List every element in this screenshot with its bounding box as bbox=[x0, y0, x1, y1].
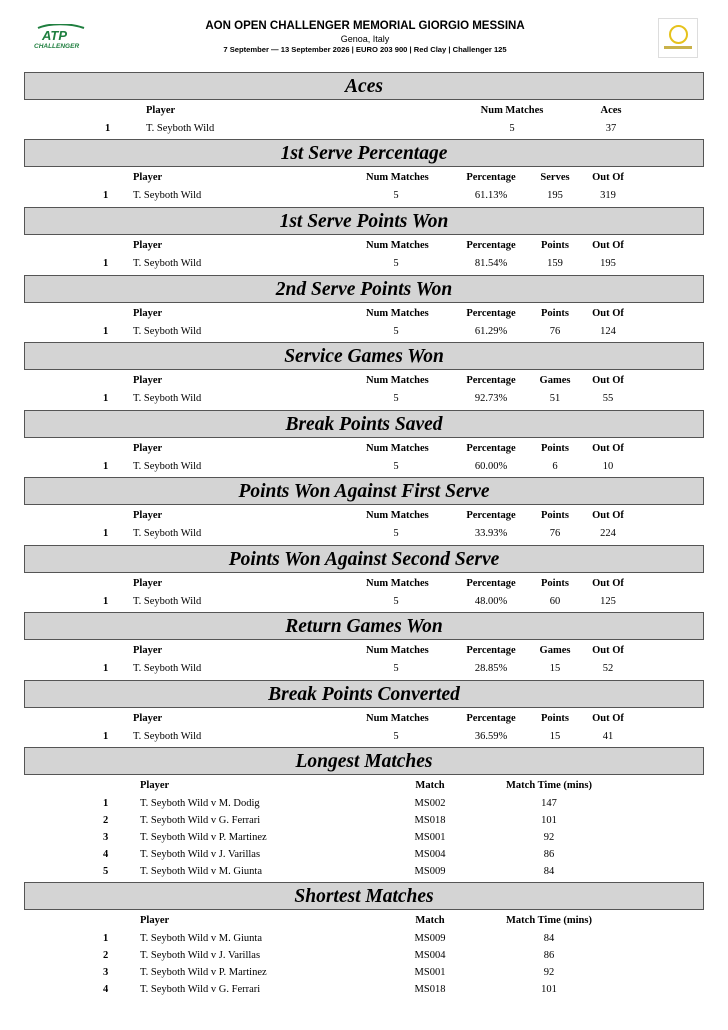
rank-number: 1 bbox=[103, 596, 109, 607]
section-title-bar: Break Points Saved bbox=[24, 410, 704, 438]
stat-value: MS001 bbox=[414, 967, 446, 978]
column-header: Percentage bbox=[466, 578, 516, 589]
column-header: Num Matches bbox=[366, 578, 429, 589]
stat-value: 86 bbox=[543, 849, 555, 860]
stat-value: 81.54% bbox=[474, 258, 508, 269]
player-name: T. Seyboth Wild v G. Ferrari bbox=[140, 984, 261, 995]
stat-value: 37 bbox=[605, 123, 617, 134]
column-header: Match Time (mins) bbox=[506, 915, 592, 926]
player-name: T. Seyboth Wild v M. Dodig bbox=[140, 798, 260, 809]
column-header: Serves bbox=[540, 172, 570, 183]
stat-value: 15 bbox=[549, 731, 561, 742]
column-header: Player bbox=[133, 375, 163, 386]
report-header bbox=[0, 0, 728, 70]
stat-value: 15 bbox=[549, 663, 561, 674]
stat-value: 51 bbox=[549, 393, 561, 404]
stat-value: 224 bbox=[600, 528, 616, 539]
column-header: Points bbox=[540, 443, 569, 454]
stat-value: 147 bbox=[541, 798, 557, 809]
stat-value: 60.00% bbox=[474, 461, 508, 472]
stat-value: 6 bbox=[552, 461, 558, 472]
column-header: Percentage bbox=[466, 240, 516, 251]
column-header: Out Of bbox=[592, 375, 624, 386]
player-name: T. Seyboth Wild bbox=[133, 528, 202, 539]
player-name: T. Seyboth Wild v J. Varillas bbox=[140, 950, 261, 961]
atp-challenger-logo bbox=[30, 24, 90, 50]
player-name: T. Seyboth Wild bbox=[133, 461, 202, 472]
rank-number: 1 bbox=[103, 663, 109, 674]
rank-number: 1 bbox=[103, 798, 109, 809]
rank-number: 1 bbox=[103, 326, 109, 337]
stat-value: 195 bbox=[547, 190, 563, 201]
stat-value: 84 bbox=[543, 866, 555, 877]
column-header: Num Matches bbox=[366, 240, 429, 251]
section-title-bar: Longest Matches bbox=[24, 747, 704, 775]
column-header: Games bbox=[539, 645, 571, 656]
stat-value: 92 bbox=[543, 832, 555, 843]
stat-value: 61.29% bbox=[474, 326, 508, 337]
column-header: Num Matches bbox=[366, 172, 429, 183]
stat-value: MS002 bbox=[414, 798, 446, 809]
rank-number: 4 bbox=[103, 849, 109, 860]
stat-value: 5 bbox=[509, 123, 515, 134]
tournament-location: Genoa, Italy bbox=[340, 34, 390, 44]
column-header: Out Of bbox=[592, 510, 624, 521]
stat-value: 5 bbox=[393, 393, 399, 404]
column-header: Num Matches bbox=[480, 105, 544, 116]
column-header: Percentage bbox=[466, 172, 516, 183]
column-header: Percentage bbox=[466, 645, 516, 656]
player-name: T. Seyboth Wild bbox=[133, 326, 202, 337]
column-header: Player bbox=[133, 308, 163, 319]
stat-value: 159 bbox=[547, 258, 563, 269]
column-header: Match bbox=[415, 915, 445, 926]
column-header: Player bbox=[146, 105, 176, 116]
stat-value: 41 bbox=[602, 731, 614, 742]
stat-value: 5 bbox=[393, 596, 399, 607]
stat-value: 92 bbox=[543, 967, 555, 978]
column-header: Out Of bbox=[592, 308, 624, 319]
stat-value: 101 bbox=[541, 815, 557, 826]
stat-value: MS009 bbox=[414, 866, 446, 877]
section-title-bar: Points Won Against First Serve bbox=[24, 477, 704, 505]
column-header: Out Of bbox=[592, 645, 624, 656]
rank-number: 1 bbox=[103, 258, 109, 269]
player-name: T. Seyboth Wild v J. Varillas bbox=[140, 849, 261, 860]
stat-value: 10 bbox=[602, 461, 614, 472]
column-header: Match Time (mins) bbox=[506, 780, 592, 791]
stat-value: 125 bbox=[600, 596, 616, 607]
column-header: Player bbox=[133, 645, 163, 656]
stat-value: 84 bbox=[543, 933, 555, 944]
section-title-bar: Break Points Converted bbox=[24, 680, 704, 708]
stat-value: 5 bbox=[393, 190, 399, 201]
stat-value: MS001 bbox=[414, 832, 446, 843]
column-header: Player bbox=[133, 510, 163, 521]
section-title-bar: Return Games Won bbox=[24, 612, 704, 640]
column-header: Player bbox=[133, 443, 163, 454]
section-title-bar: 1st Serve Points Won bbox=[24, 207, 704, 235]
stat-value: 195 bbox=[600, 258, 616, 269]
player-name: T. Seyboth Wild bbox=[133, 731, 202, 742]
column-header: Out Of bbox=[592, 240, 624, 251]
rank-number: 2 bbox=[103, 950, 109, 961]
logo-text: ATP bbox=[42, 28, 68, 43]
column-header: Out Of bbox=[592, 443, 624, 454]
column-header: Num Matches bbox=[366, 375, 429, 386]
column-header: Percentage bbox=[466, 713, 516, 724]
stat-value: 319 bbox=[600, 190, 616, 201]
stat-value: 33.93% bbox=[474, 528, 508, 539]
player-name: T. Seyboth Wild v M. Giunta bbox=[140, 866, 262, 877]
player-name: T. Seyboth Wild v G. Ferrari bbox=[140, 815, 261, 826]
column-header: Points bbox=[540, 578, 569, 589]
player-name: T. Seyboth Wild v P. Martinez bbox=[140, 967, 267, 978]
stat-value: 5 bbox=[393, 663, 399, 674]
player-name: T. Seyboth Wild bbox=[146, 123, 215, 134]
column-header: Num Matches bbox=[366, 443, 429, 454]
section-title-bar: Shortest Matches bbox=[24, 882, 704, 910]
rank-number: 1 bbox=[103, 393, 109, 404]
tournament-info: 7 September — 13 September 2026 | EURO 203 900 | Red Clay | Challenger 125 bbox=[223, 45, 507, 54]
stat-value: MS018 bbox=[414, 815, 446, 826]
column-header: Player bbox=[133, 713, 163, 724]
player-name: T. Seyboth Wild bbox=[133, 663, 202, 674]
player-name: T. Seyboth Wild bbox=[133, 190, 202, 201]
rank-number: 4 bbox=[103, 984, 109, 995]
column-header: Num Matches bbox=[366, 713, 429, 724]
player-name: T. Seyboth Wild v M. Giunta bbox=[140, 933, 262, 944]
column-header: Games bbox=[539, 375, 571, 386]
player-name: T. Seyboth Wild bbox=[133, 258, 202, 269]
player-name: T. Seyboth Wild v P. Martinez bbox=[140, 832, 267, 843]
column-header: Player bbox=[140, 780, 170, 791]
section-title-bar: Aces bbox=[24, 72, 704, 100]
column-header: Player bbox=[133, 240, 163, 251]
column-header: Percentage bbox=[466, 443, 516, 454]
rank-number: 1 bbox=[103, 933, 109, 944]
column-header: Points bbox=[540, 308, 569, 319]
column-header: Aces bbox=[600, 105, 622, 116]
sponsor-ring-icon bbox=[669, 25, 688, 44]
stat-value: 5 bbox=[393, 461, 399, 472]
stat-value: 60 bbox=[549, 596, 561, 607]
stat-value: 124 bbox=[600, 326, 616, 337]
tournament-title: AON OPEN CHALLENGER MEMORIAL GIORGIO MESSINA bbox=[205, 20, 525, 32]
column-header: Num Matches bbox=[366, 645, 429, 656]
stat-value: 28.85% bbox=[474, 663, 508, 674]
column-header: Points bbox=[540, 713, 569, 724]
rank-number: 2 bbox=[103, 815, 109, 826]
stat-value: 5 bbox=[393, 528, 399, 539]
stat-value: 5 bbox=[393, 731, 399, 742]
rank-number: 1 bbox=[103, 190, 109, 201]
stat-value: MS009 bbox=[414, 933, 446, 944]
stat-value: 36.59% bbox=[474, 731, 508, 742]
stat-value: 61.13% bbox=[474, 190, 508, 201]
rank-number: 1 bbox=[103, 731, 109, 742]
rank-number: 1 bbox=[105, 123, 111, 134]
stat-value: MS004 bbox=[414, 950, 446, 961]
stat-value: MS018 bbox=[414, 984, 446, 995]
section-title-bar: Points Won Against Second Serve bbox=[24, 545, 704, 573]
stat-value: 52 bbox=[602, 663, 614, 674]
player-name: T. Seyboth Wild bbox=[133, 596, 202, 607]
stat-value: 48.00% bbox=[474, 596, 508, 607]
column-header: Num Matches bbox=[366, 308, 429, 319]
column-header: Percentage bbox=[466, 375, 516, 386]
stat-value: 55 bbox=[602, 393, 614, 404]
column-header: Num Matches bbox=[366, 510, 429, 521]
section-title-bar: 1st Serve Percentage bbox=[24, 139, 704, 167]
column-header: Out Of bbox=[592, 713, 624, 724]
stat-value: 5 bbox=[393, 326, 399, 337]
stat-value: MS004 bbox=[414, 849, 446, 860]
column-header: Percentage bbox=[466, 308, 516, 319]
rank-number: 1 bbox=[103, 528, 109, 539]
rank-number: 3 bbox=[103, 832, 109, 843]
column-header: Player bbox=[133, 172, 163, 183]
player-name: T. Seyboth Wild bbox=[133, 393, 202, 404]
sponsor-text-mark bbox=[664, 46, 692, 49]
column-header: Points bbox=[540, 510, 569, 521]
column-header: Points bbox=[540, 240, 569, 251]
section-title-bar: 2nd Serve Points Won bbox=[24, 275, 704, 303]
section-title-bar: Service Games Won bbox=[24, 342, 704, 370]
column-header: Match bbox=[415, 780, 445, 791]
stat-value: 101 bbox=[541, 984, 557, 995]
rank-number: 3 bbox=[103, 967, 109, 978]
stat-value: 5 bbox=[393, 258, 399, 269]
column-header: Percentage bbox=[466, 510, 516, 521]
column-header: Out Of bbox=[592, 172, 624, 183]
rank-number: 1 bbox=[103, 461, 109, 472]
stat-value: 76 bbox=[549, 528, 561, 539]
column-header: Player bbox=[133, 578, 163, 589]
rank-number: 5 bbox=[103, 866, 109, 877]
column-header: Player bbox=[140, 915, 170, 926]
logo-subtext: CHALLENGER bbox=[34, 43, 80, 50]
stat-value: 92.73% bbox=[474, 393, 508, 404]
stat-value: 76 bbox=[549, 326, 561, 337]
sponsor-logo bbox=[658, 18, 698, 58]
column-header: Out Of bbox=[592, 578, 624, 589]
stat-value: 86 bbox=[543, 950, 555, 961]
